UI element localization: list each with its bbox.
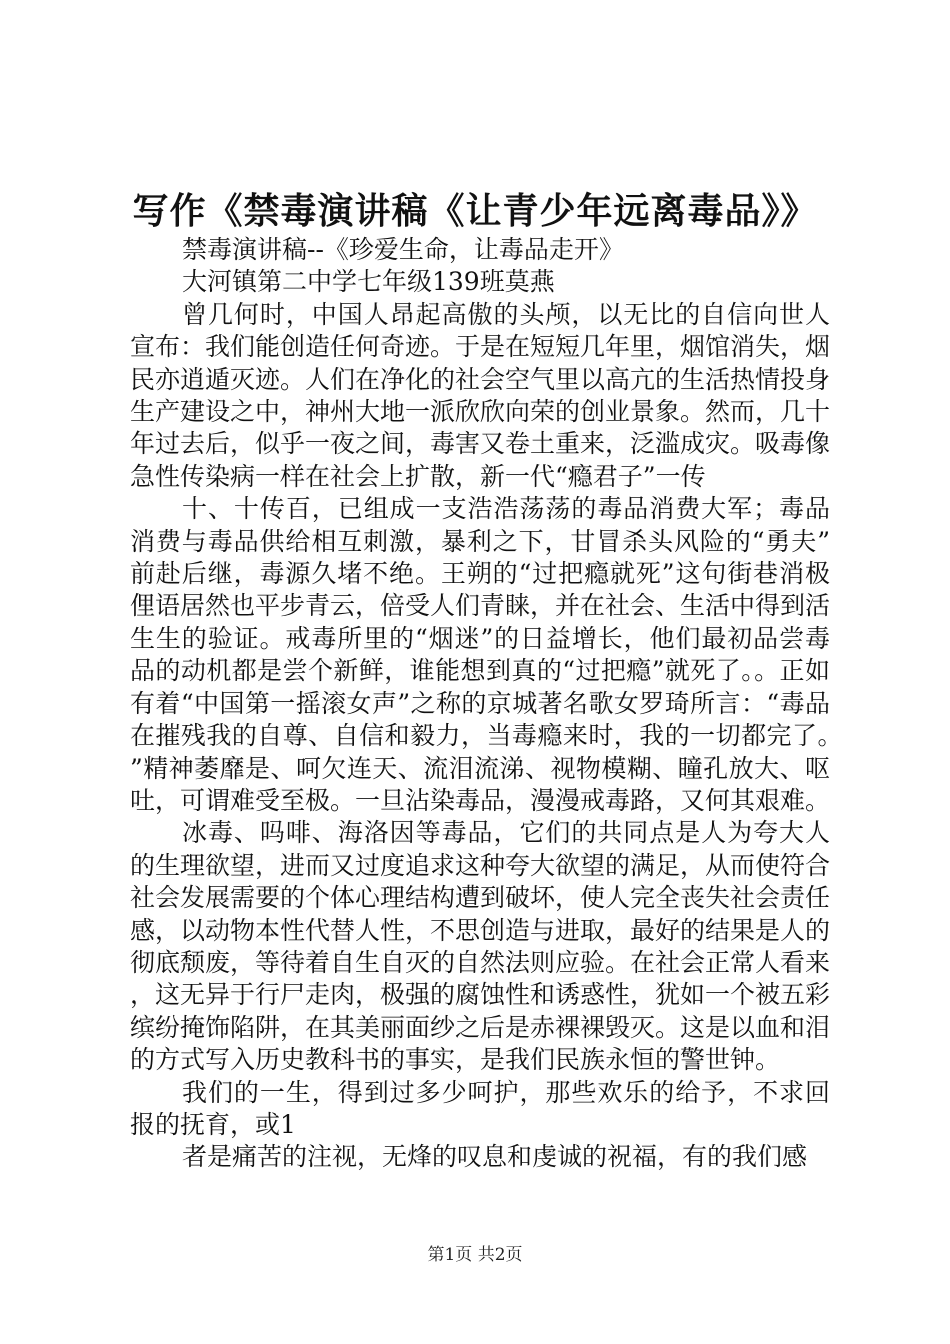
- document-title: 写作《禁毒演讲稿《让青少年远离毒品》》: [132, 190, 818, 232]
- paragraph: 十、十传百，已组成一支浩浩荡荡的毒品消费大军；毒品消费与毒品供给相互刺激，暴利之下，甘冒杀头风险的“勇夫”前赴后继，毒源久堵不绝。王朔的“过把瘾就死”这句街巷消极俚语居然也平步青云，倍受人们青睐，并在社会、生活中得到活生生的验证。戒毒所里的“烟迷”的日益增长，他们最初品尝毒品的动机都是尝个新鲜，谁能想到真的“过把瘾”就死了。。正如有着“中国第一摇滚女声”之称的京城著名歌女罗琦所言：“毒品在摧残我的自尊、自信和毅力，当毒瘾来时，我的一切都完了。”精神萎靡是、呵欠连天、流泪流涕、视物模糊、瞳孔放大、呕吐，可谓难受至极。一旦沾染毒品，漫漫戒毒路，又何其艰难。: [130, 494, 831, 815]
- paragraph: 者是痛苦的注视，无烽的叹息和虔诚的祝福，有的我们感: [182, 1142, 808, 1172]
- paragraph: 我们的一生，得到过多少呵护，那些欢乐的给予，不求回报的抚育，或1: [130, 1077, 830, 1139]
- paragraph: 曾几何时，中国人昂起高傲的头颅，以无比的自信向世人宣布：我们能创造任何奇迹。于是在短短几年里，烟馆消失，烟民亦逍遁灭迹。人们在净化的社会空气里以高亢的生活热情投身生产建设之中，神州大地一派欣欣向荣的创业景象。然而，几十年过去后，似乎一夜之间，毒害又卷土重来，泛滥成灾。吸毒像急性传染病一样在社会上扩散，新一代“瘾君子”一传: [130, 299, 831, 491]
- speech-subtitle: 禁毒演讲稿--《珍爱生命，让毒品走开》: [182, 235, 624, 264]
- author-line: 大河镇第二中学七年级139班莫燕: [182, 267, 555, 297]
- paragraph: 冰毒、吗啡、海洛因等毒品，它们的共同点是人为夸大人的生理欲望，进而又过度追求这种夸大欲望的满足，从而使符合社会发展需要的个体心理结构遭到破坏，使人完全丧失社会责任感，以动物本性代替人性，不思创造与进取，最好的结果是人的彻底颓废，等待着自生自灭的自然法则应验。在社会正常人看来，这无异于行尸走肉，极强的腐蚀性和诱惑性，犹如一个被五彩缤纷掩饰陷阱，在其美丽面纱之后是赤裸裸毁灭。这是以血和泪的方式写入历史教科书的事实，是我们民族永恒的警世钟。: [130, 818, 831, 1075]
- page-footer: 第1页 共2页: [427, 1245, 523, 1265]
- document-body: [130, 234, 830, 1174]
